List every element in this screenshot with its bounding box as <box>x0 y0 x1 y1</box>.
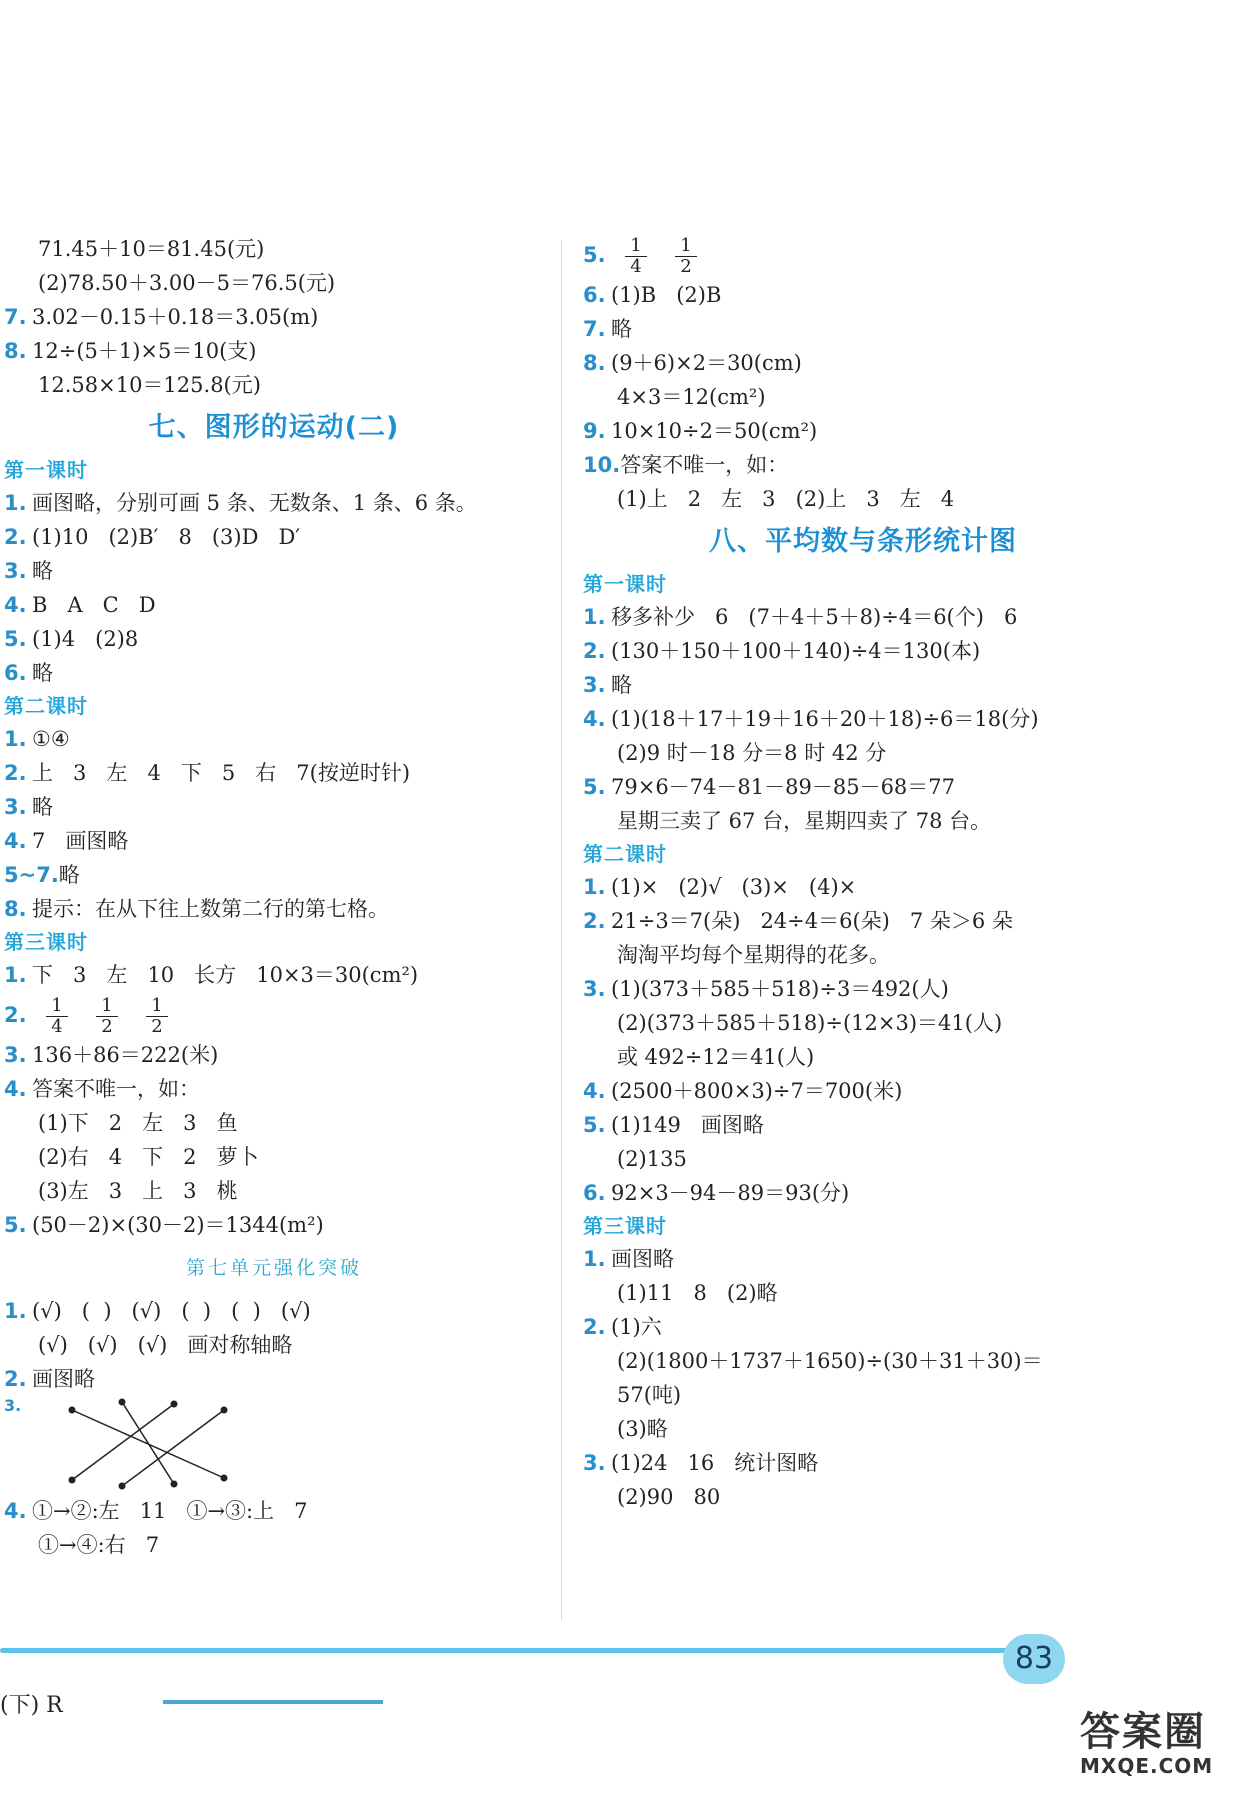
fraction-answer-line <box>583 232 1143 278</box>
answer-line <box>583 770 1143 804</box>
column-divider <box>561 240 562 1620</box>
fraction-numerator: 1 <box>101 995 113 1016</box>
answer-line <box>583 1412 1143 1446</box>
question-number: 2. <box>583 909 606 933</box>
question-number: 1. <box>4 963 27 987</box>
fraction-numerator: 1 <box>680 235 692 256</box>
answer-text: (2)(1800＋1737＋1650)÷(30＋31＋30)＝ <box>617 1349 1043 1373</box>
fraction-numerator: 1 <box>151 995 163 1016</box>
answer-line <box>583 1310 1143 1344</box>
fraction <box>146 996 168 1037</box>
answer-line <box>4 1208 544 1242</box>
answer-line <box>4 232 544 266</box>
answer-text: 星期三卖了 67 台，星期四卖了 78 台。 <box>617 809 992 833</box>
endpoint-dot <box>171 1481 178 1488</box>
connecting-lines-figure <box>64 1396 234 1492</box>
question-number: 6. <box>583 1181 606 1205</box>
fraction-answer-line <box>4 992 544 1038</box>
answer-text: (1)4 (2)8 <box>32 627 139 651</box>
answer-text: (1)下 2 左 3 鱼 <box>38 1111 238 1135</box>
answer-text: 10×10÷2＝50(cm²) <box>611 419 818 443</box>
question-number: 5. <box>4 627 27 651</box>
answer-line <box>4 300 544 334</box>
answer-text: 略 <box>611 317 632 341</box>
answer-text: (1)24 16 统计图略 <box>611 1451 819 1475</box>
section-title-unit7: 七、图形的运动(二) <box>148 412 400 443</box>
answer-text: 略 <box>32 661 53 685</box>
question-number: 8. <box>4 897 27 921</box>
answer-text: 136＋86＝222(米) <box>32 1043 219 1067</box>
connecting-line <box>72 1404 174 1480</box>
answer-text: 上 3 左 4 下 5 右 7(按逆时针) <box>32 761 411 785</box>
answer-text: (2)78.50＋3.00－5＝76.5(元) <box>38 271 336 295</box>
answer-line <box>583 482 1143 516</box>
fraction-denominator: 2 <box>680 256 692 277</box>
answer-text: 79×6－74－81－89－85－68＝77 <box>611 775 956 799</box>
answer-text: (2)90 80 <box>617 1485 721 1509</box>
answer-line <box>4 1362 544 1396</box>
fraction-denominator: 2 <box>151 1016 163 1037</box>
question-number: 1. <box>4 727 27 751</box>
answer-text: 略 <box>32 559 53 583</box>
answer-line <box>583 938 1143 972</box>
answer-text: 淘淘平均每个星期得的花多。 <box>617 943 890 967</box>
question-number: 4. <box>4 829 27 853</box>
answer-line <box>583 1378 1143 1412</box>
answer-line <box>4 722 544 756</box>
answer-line <box>4 334 544 368</box>
footer-edition-text: (下) R <box>0 1693 63 1718</box>
answer-line <box>4 588 544 622</box>
answer-text: (130＋150＋100＋140)÷4＝130(本) <box>611 639 981 663</box>
question-number: 10. <box>583 453 621 477</box>
question-number: 5~7. <box>4 863 59 887</box>
answer-line <box>583 448 1143 482</box>
answer-line <box>583 1074 1143 1108</box>
answer-line <box>583 1176 1143 1210</box>
connecting-line <box>122 1402 174 1484</box>
question-number: 2. <box>4 1003 27 1027</box>
answer-text: (1)上 2 左 3 (2)上 3 左 4 <box>617 487 955 511</box>
question-number: 8. <box>4 339 27 363</box>
answer-line <box>583 702 1143 736</box>
answer-text: (2)右 4 下 2 萝卜 <box>38 1145 259 1169</box>
question-number: 3. <box>583 1451 606 1475</box>
answer-line <box>4 486 544 520</box>
lesson-heading-3: 第三课时 <box>4 930 88 954</box>
answer-line <box>4 1174 544 1208</box>
question-number: 5. <box>583 775 606 799</box>
watermark-sub: MXQE.COM <box>1080 1754 1214 1778</box>
question-number: 4. <box>583 707 606 731</box>
answer-line <box>583 904 1143 938</box>
answer-line <box>583 1344 1143 1378</box>
answer-text: 57(吨) <box>617 1383 682 1407</box>
left-column <box>4 232 544 1562</box>
fraction-numerator: 1 <box>630 235 642 256</box>
answer-line <box>4 824 544 858</box>
answer-text: (3)略 <box>617 1417 668 1441</box>
answer-line <box>4 756 544 790</box>
question-number: 6. <box>4 661 27 685</box>
question-number: 3. <box>4 559 27 583</box>
answer-text: 略 <box>611 673 632 697</box>
question-number: 1. <box>583 605 606 629</box>
answer-text: 画图略 <box>611 1247 674 1271</box>
fraction-denominator: 2 <box>101 1016 113 1037</box>
question-number: 4. <box>4 1499 27 1523</box>
answer-text: (1)(18＋17＋19＋16＋20＋18)÷6＝18(分) <box>611 707 1039 731</box>
answer-line <box>4 1328 544 1362</box>
answer-line <box>4 1494 544 1528</box>
question-number: 3. <box>4 795 27 819</box>
question-number: 4. <box>583 1079 606 1103</box>
question-number: 3. <box>583 977 606 1001</box>
fraction <box>675 236 697 277</box>
question-number: 1. <box>583 875 606 899</box>
answer-text: ①④ <box>32 727 70 751</box>
lesson-heading-1: 第一课时 <box>4 458 88 482</box>
answer-text: (3)左 3 上 3 桃 <box>38 1179 238 1203</box>
answer-text: (50－2)×(30－2)＝1344(m²) <box>32 1213 324 1237</box>
answer-text: (2)135 <box>617 1147 687 1171</box>
answer-line <box>4 790 544 824</box>
question-number: 7. <box>583 317 606 341</box>
answer-line <box>4 892 544 926</box>
answer-text: (√) ( ) (√) ( ) ( ) (√) <box>32 1299 311 1323</box>
answer-text: 92×3－94－89＝93(分) <box>611 1181 850 1205</box>
answer-text: (1)× (2)√ (3)× (4)× <box>611 875 857 899</box>
answer-line <box>4 1528 544 1562</box>
endpoint-dot <box>171 1401 178 1408</box>
question-number: 5. <box>4 1213 27 1237</box>
footer-stroke <box>163 1700 383 1704</box>
answer-line <box>583 1006 1143 1040</box>
lesson-heading-3: 第三课时 <box>583 1214 667 1238</box>
answer-text: 提示：在从下往上数第二行的第七格。 <box>32 897 389 921</box>
question-number: 8. <box>583 351 606 375</box>
right-column <box>583 232 1143 1514</box>
answer-line <box>4 1072 544 1106</box>
answer-text: 下 3 左 10 长方 10×3＝30(cm²) <box>32 963 419 987</box>
watermark-main: 答案圈 <box>1080 1709 1206 1755</box>
answer-text: 答案不唯一，如： <box>620 453 789 477</box>
answer-line <box>583 1108 1143 1142</box>
answer-text: ①→④:右 7 <box>38 1533 160 1557</box>
endpoint-dot <box>221 1407 228 1414</box>
lesson-heading-2: 第二课时 <box>583 842 667 866</box>
answer-text: (9＋6)×2＝30(cm) <box>611 351 802 375</box>
endpoint-dot <box>69 1477 76 1484</box>
answer-text: (2)9 时－18 分＝8 时 42 分 <box>617 741 887 765</box>
question-number: 2. <box>583 1315 606 1339</box>
question-number: 5. <box>583 1113 606 1137</box>
answer-text: 12÷(5＋1)×5＝10(支) <box>32 339 257 363</box>
answer-line <box>583 312 1143 346</box>
question-number: 2. <box>4 761 27 785</box>
answer-text: 画图略，分别可画 5 条、无数条、1 条、6 条。 <box>32 491 477 515</box>
endpoint-dot <box>119 1483 126 1490</box>
answer-line <box>4 958 544 992</box>
question-number: 4. <box>4 593 27 617</box>
answer-line <box>583 972 1143 1006</box>
fraction-denominator: 4 <box>630 256 642 277</box>
answer-line <box>583 634 1143 668</box>
answer-line <box>4 1140 544 1174</box>
question-number: 5. <box>583 243 606 267</box>
watermark-logo <box>1080 1710 1240 1790</box>
answer-line <box>583 870 1143 904</box>
answer-line <box>583 1142 1143 1176</box>
question-number: 2. <box>583 639 606 663</box>
answer-line <box>4 520 544 554</box>
answer-line <box>4 266 544 300</box>
answer-line <box>4 1294 544 1328</box>
page-number-badge: 83 <box>1003 1634 1065 1684</box>
answer-line <box>4 1106 544 1140</box>
question-number: 1. <box>4 1299 27 1323</box>
question-number: 6. <box>583 283 606 307</box>
endpoint-dot <box>69 1407 76 1414</box>
answer-line <box>583 736 1143 770</box>
question-number: 3. <box>4 1396 22 1415</box>
answer-line <box>583 1446 1143 1480</box>
answer-text: (1)六 <box>611 1315 662 1339</box>
question-number: 2. <box>4 1367 27 1391</box>
answer-text: (2500＋800×3)÷7＝700(米) <box>611 1079 903 1103</box>
answer-text: (1)10 (2)B′ 8 (3)D D′ <box>32 525 301 549</box>
answer-text: 3.02－0.15＋0.18＝3.05(m) <box>32 305 319 329</box>
section-title-unit8: 八、平均数与条形统计图 <box>709 526 1017 557</box>
lesson-heading-2: 第二课时 <box>4 694 88 718</box>
question-number: 3. <box>583 673 606 697</box>
fraction <box>96 996 118 1037</box>
answer-line <box>583 804 1143 838</box>
endpoint-dot <box>119 1399 126 1406</box>
question-number: 9. <box>583 419 606 443</box>
connecting-line <box>122 1410 224 1486</box>
answer-text: 移多补少 6 (7＋4＋5＋8)÷4＝6(个) 6 <box>611 605 1018 629</box>
answer-line <box>583 1276 1143 1310</box>
answer-line <box>583 668 1143 702</box>
answer-text: ①→②:左 11 ①→③:上 7 <box>32 1499 308 1523</box>
question-number: 1. <box>4 491 27 515</box>
answer-text: (1)B (2)B <box>611 283 722 307</box>
unit-review-heading: 第七单元强化突破 <box>185 1257 362 1279</box>
answer-line <box>583 278 1143 312</box>
answer-line <box>4 656 544 690</box>
footer-rule <box>0 1648 1010 1653</box>
question-number: 3. <box>4 1043 27 1067</box>
answer-line <box>4 368 544 402</box>
answer-text: (√) (√) (√) 画对称轴略 <box>38 1333 293 1357</box>
answer-text: 或 492÷12＝41(人) <box>617 1045 815 1069</box>
fraction-denominator: 4 <box>51 1016 63 1037</box>
answer-text: 画图略 <box>32 1367 95 1391</box>
answer-text: 7 画图略 <box>32 829 129 853</box>
answer-line <box>4 1038 544 1072</box>
question-number: 4. <box>4 1077 27 1101</box>
answer-text: 4×3＝12(cm²) <box>617 385 766 409</box>
question-number: 1. <box>583 1247 606 1271</box>
answer-line <box>4 622 544 656</box>
answer-text: 21÷3＝7(朵) 24÷4＝6(朵) 7 朵＞6 朵 <box>611 909 1013 933</box>
answer-line <box>583 414 1143 448</box>
fraction-numerator: 1 <box>51 995 63 1016</box>
answer-line <box>583 346 1143 380</box>
answer-text: 略 <box>58 863 80 887</box>
answer-text: (1)11 8 (2)略 <box>617 1281 778 1305</box>
answer-line <box>583 1040 1143 1074</box>
fraction <box>625 236 647 277</box>
answer-text: 略 <box>32 795 53 819</box>
answer-line <box>583 1480 1143 1514</box>
answer-text: 12.58×10＝125.8(元) <box>38 373 261 397</box>
answer-line <box>4 554 544 588</box>
lesson-heading-1: 第一课时 <box>583 572 667 596</box>
answer-line <box>583 380 1143 414</box>
answer-text: (1)(373＋585＋518)÷3＝492(人) <box>611 977 949 1001</box>
answer-line <box>583 1242 1143 1276</box>
answer-text: 答案不唯一，如： <box>32 1077 200 1101</box>
answer-text: 71.45＋10＝81.45(元) <box>38 237 265 261</box>
fraction <box>46 996 68 1037</box>
question-number: 2. <box>4 525 27 549</box>
endpoint-dot <box>221 1475 228 1482</box>
answer-text: B A C D <box>32 593 156 617</box>
answer-text: (2)(373＋585＋518)÷(12×3)＝41(人) <box>617 1011 1003 1035</box>
answer-line <box>583 600 1143 634</box>
matching-diagram <box>4 1396 544 1494</box>
answer-text: (1)149 画图略 <box>611 1113 764 1137</box>
answer-line <box>4 858 544 892</box>
question-number: 7. <box>4 305 27 329</box>
